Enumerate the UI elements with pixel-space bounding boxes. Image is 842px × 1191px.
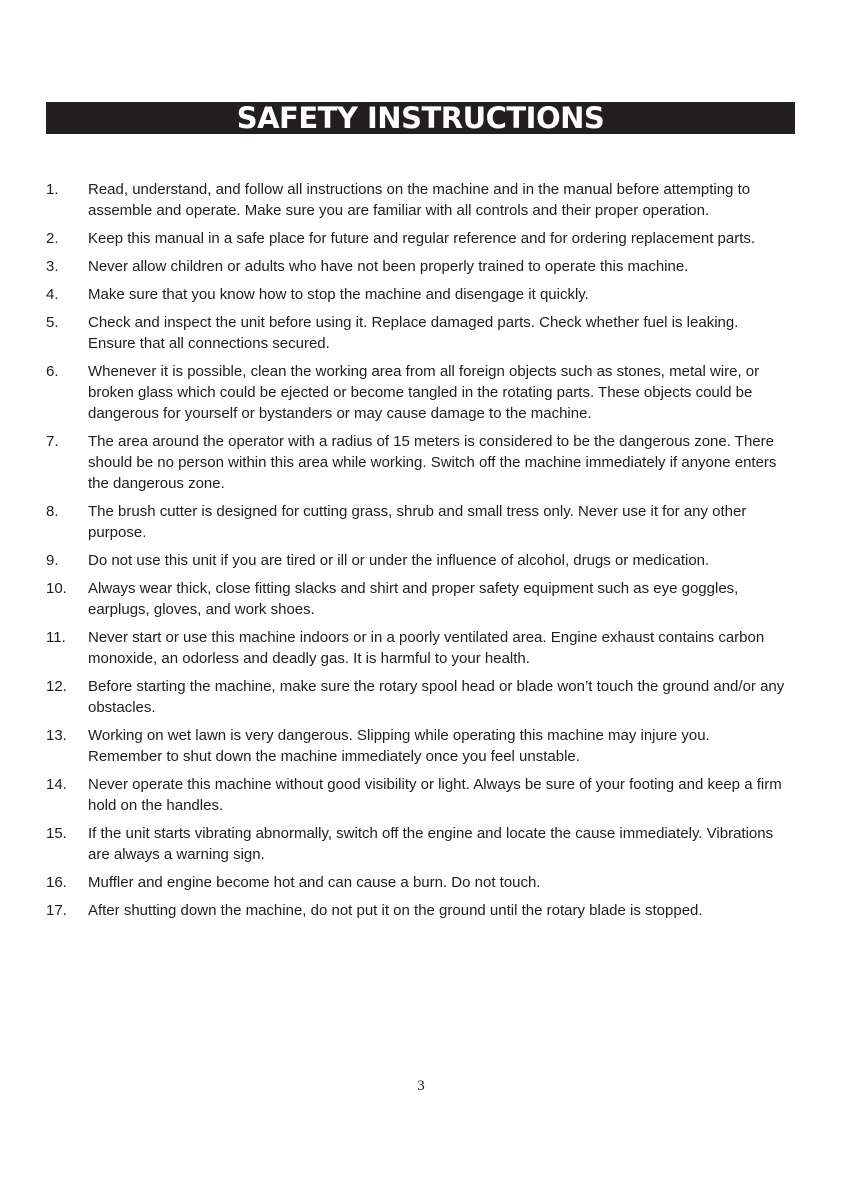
list-item (46, 179, 786, 221)
item-text: The area around the operator with a radius of 15 meters is considered to be the dangerous zone. There should be no person within this area while working. Switch off the machine immediately if anyone enters the dangerous zone. (88, 433, 777, 492)
list-item (46, 676, 786, 718)
page-number: 3 (417, 1078, 425, 1094)
item-text: Read, understand, and follow all instructions on the machine and in the manual before attempting to assemble and operate. Make sure you are familiar with all controls and their proper operation. (88, 181, 751, 219)
item-number: 11. (46, 629, 66, 646)
item-number: 8. (46, 503, 59, 520)
item-text: Muffler and engine become hot and can cause a burn. Do not touch. (88, 874, 541, 891)
list-item (46, 823, 786, 865)
item-text: Never start or use this machine indoors or in a poorly ventilated area. Engine exhaust contains carbon monoxide, an odorless and deadly gas. It is harmful to your health. (88, 629, 765, 667)
item-text: After shutting down the machine, do not put it on the ground until the rotary blade is stopped. (88, 902, 703, 919)
item-number: 9. (46, 552, 59, 569)
item-number: 3. (46, 258, 59, 275)
item-text: Before starting the machine, make sure the rotary spool head or blade won’t touch the ground and/or any obstacles. (88, 678, 785, 716)
item-text: Working on wet lawn is very dangerous. Slipping while operating this machine may injure you. Remember to shut down the machine immediately once you feel unstable. (88, 727, 710, 765)
item-number: 1. (46, 181, 59, 198)
list-item (46, 361, 786, 424)
item-number: 15. (46, 825, 67, 842)
list-item (46, 872, 786, 893)
item-text: Check and inspect the unit before using it. Replace damaged parts. Check whether fuel is leaking. Ensure that all connections secured. (88, 314, 739, 352)
item-number: 6. (46, 363, 59, 380)
item-text: The brush cutter is designed for cutting grass, shrub and small tress only. Never use it for any other purpose. (88, 503, 747, 541)
list-item (46, 627, 786, 669)
item-text: If the unit starts vibrating abnormally, switch off the engine and locate the cause immediately. Vibrations are always a warning sign. (88, 825, 774, 863)
item-number: 13. (46, 727, 67, 744)
item-number: 16. (46, 874, 67, 891)
item-number: 5. (46, 314, 59, 331)
item-number: 4. (46, 286, 59, 303)
item-text: Never allow children or adults who have not been properly trained to operate this machine. (88, 258, 689, 275)
item-text: Never operate this machine without good visibility or light. Always be sure of your footing and keep a firm hold on the handles. (88, 776, 782, 814)
list-item (46, 256, 786, 277)
list-item (46, 501, 786, 543)
item-text: Do not use this unit if you are tired or ill or under the influence of alcohol, drugs or medication. (88, 552, 710, 569)
instructions-list (46, 179, 786, 928)
item-number: 14. (46, 776, 67, 793)
title-banner (46, 102, 795, 134)
item-text: Whenever it is possible, clean the working area from all foreign objects such as stones, metal wire, or broken glass which could be ejected or become tangled in the rotating parts. These objects could be dangerous for yourself or bystanders or may cause damage to the machine. (88, 363, 760, 422)
item-number: 12. (46, 678, 67, 695)
item-number: 7. (46, 433, 59, 450)
item-text: Make sure that you know how to stop the machine and disengage it quickly. (88, 286, 589, 303)
item-text: Always wear thick, close fitting slacks and shirt and proper safety equipment such as eye goggles, earplugs, gloves, and work shoes. (88, 580, 739, 618)
list-item (46, 578, 786, 620)
list-item (46, 284, 786, 305)
item-number: 10. (46, 580, 67, 597)
list-item (46, 725, 786, 767)
page-title: SAFETY INSTRUCTIONS (236, 101, 605, 135)
list-item (46, 228, 786, 249)
list-item (46, 431, 786, 494)
list-item (46, 900, 786, 921)
list-item (46, 774, 786, 816)
list-item (46, 312, 786, 354)
item-number: 2. (46, 230, 59, 247)
list-item (46, 550, 786, 571)
item-number: 17. (46, 902, 67, 919)
item-text: Keep this manual in a safe place for future and regular reference and for ordering replacement parts. (88, 230, 756, 247)
